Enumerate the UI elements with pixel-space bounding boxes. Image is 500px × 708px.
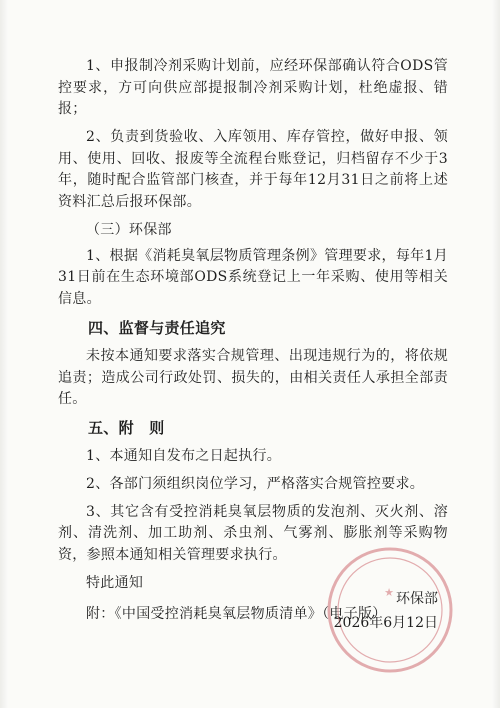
signature-block [334, 588, 442, 636]
signature-department: 环保部 [396, 591, 438, 607]
body-text [58, 56, 448, 626]
paragraph-1: 1、申报制冷剂采购计划前，应经环保部确认符合ODS管控要求，方可向供应部提报制冷剂采购计划，杜绝虚报、错报； [58, 58, 448, 118]
closing-text: 特此通知 [86, 574, 144, 591]
svg-text:★: ★ [384, 586, 396, 599]
paragraph-6: 2、各部门须组织岗位学习，严格落实合规管控要求。 [86, 475, 425, 492]
paragraph-4: 未按本通知要求落实合规管理、出现违规行为的，将依规追责；造成公司行政处罚、损失的，由相关责任人承担全部责任。 [58, 347, 448, 408]
paragraph-5: 1、本通知自发布之日起执行。 [86, 448, 282, 465]
paragraph-3: 1、根据《消耗臭氧层物质管理条例》管理要求，每年1月31日前在生态环境部ODS系统登记上一年采购、使用等相关信息。 [58, 247, 448, 307]
section-heading-5: 五、附 则 [88, 418, 165, 437]
scan-left-edge [0, 0, 8, 708]
attachment-line: 附：《中国受控消耗臭氧层物质清单》（电子版） [86, 606, 387, 623]
signature-date: 2026年6月12日 [333, 614, 438, 631]
paragraph-2: 2、负责到货验收、入库领用、库存管控，做好申报、领用、使用、回收、报废等全流程台账登记，归档留存不少于3年，随时配合监管部门核查，并于每年12月31日之前将上述资料汇总后报环保部。 [58, 129, 448, 211]
paragraph-7: 3、其它含有受控消耗臭氧层物质的发泡剂、灭火剂、溶剂、清洗剂、加工助剂、杀虫剂、气雾剂、膨胀剂等采购物资，参照本通知相关管理要求执行。 [58, 503, 448, 563]
section-heading-4: 四、监督与责任追究 [88, 318, 226, 337]
scan-right-edge [492, 0, 500, 708]
section-subheading: （三）环保部 [86, 221, 172, 238]
